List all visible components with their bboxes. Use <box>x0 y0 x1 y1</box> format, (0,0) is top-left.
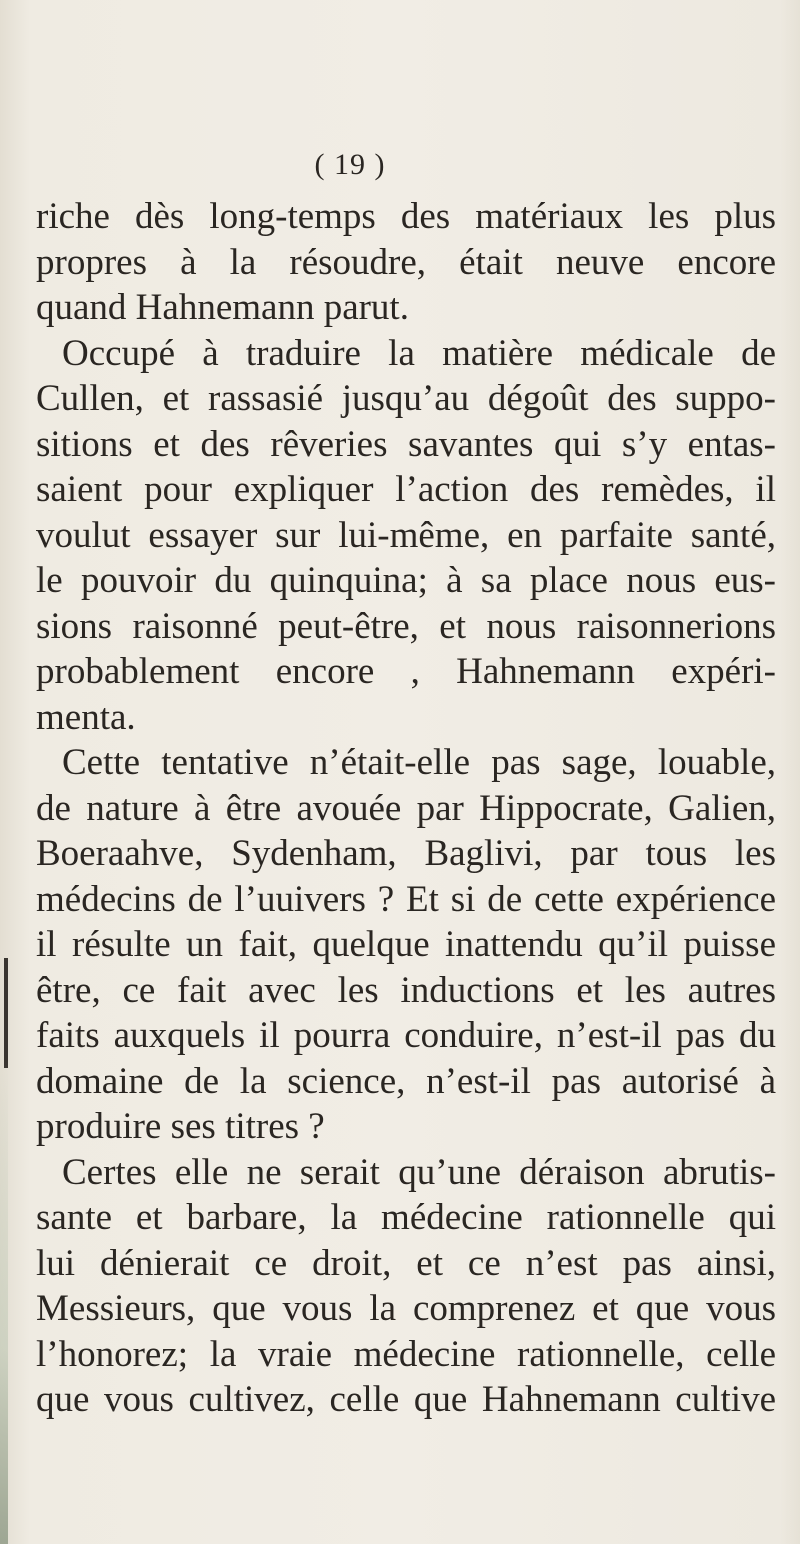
text-line: saient pour expliquer l’action des remèdes, il <box>36 469 776 510</box>
text-line: le pouvoir du quinquina; à sa place nous eus- <box>36 560 776 601</box>
text-line: Cette tentative n’était-elle pas sage, louable, <box>62 742 776 783</box>
text-line: voulut essayer sur lui-même, en parfaite santé, <box>36 514 776 556</box>
text-line: sante et barbare, la médecine rationnelle qui <box>36 1197 776 1238</box>
page-number: ( 19 ) <box>314 148 386 181</box>
text-line: l’honorez; la vraie médecine rationnelle, celle <box>36 1333 776 1375</box>
text-line: sitions et des rêveries savantes qui s’y entas- <box>36 423 776 465</box>
text-line: Messieurs, que vous la comprenez et que vous <box>36 1288 776 1329</box>
text-line: sions raisonné peut-être, et nous raisonnerions <box>36 605 776 647</box>
text-line: être, ce fait avec les inductions et les autres <box>36 969 776 1011</box>
text-line: Cullen, et rassasié jusqu’au dégoût des suppo- <box>36 378 776 419</box>
text-line: faits auxquels il pourra conduire, n’est-il pas du <box>36 1015 776 1056</box>
text-line: quand Hahnemann parut. <box>36 287 409 328</box>
text-line: Certes elle ne serait qu’une déraison abrutis- <box>62 1151 776 1193</box>
text-line: lui dénierait ce droit, et ce n’est pas ainsi, <box>36 1242 776 1284</box>
text-line: riche dès long-temps des matériaux les plus <box>36 196 776 237</box>
text-line: probablement encore , Hahnemann expéri- <box>36 651 776 692</box>
text-line: médecins de l’uuivers ? Et si de cette expérience <box>36 878 776 920</box>
text-line: Occupé à traduire la matière médicale de <box>62 332 776 374</box>
text-line: que vous cultivez, celle que Hahnemann cultive <box>36 1379 776 1420</box>
text-line: domaine de la science, n’est-il pas autorisé à <box>36 1060 776 1102</box>
text-line: Boeraahve, Sydenham, Baglivi, par tous les <box>36 833 776 874</box>
text-line: produire ses titres ? <box>36 1106 325 1147</box>
text-line: de nature à être avouée par Hippocrate, Galien, <box>36 787 776 829</box>
page-edge-stain <box>0 1060 8 1544</box>
text-line: il résulte un fait, quelque inattendu qu’il puisse <box>36 924 776 965</box>
margin-line-mark <box>4 958 8 1068</box>
body-text <box>36 194 776 1423</box>
text-line: propres à la résoudre, était neuve encore <box>36 241 776 283</box>
text-line: menta. <box>36 696 136 738</box>
